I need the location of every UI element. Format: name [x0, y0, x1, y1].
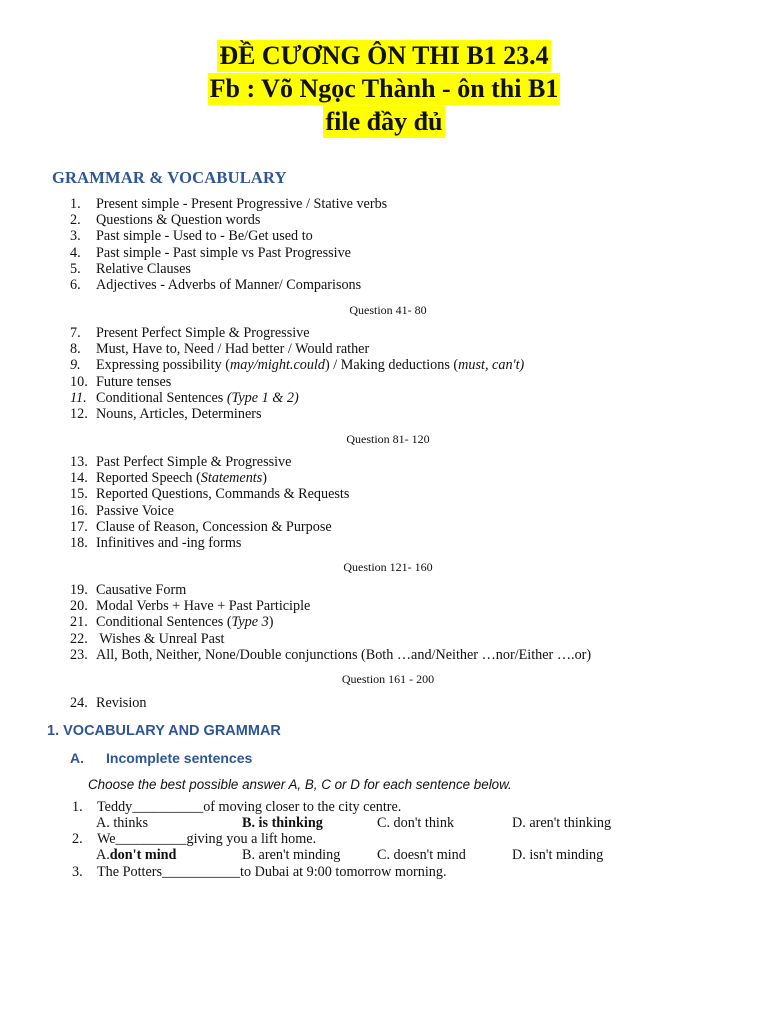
topic-group-4: [70, 582, 591, 663]
topic-item: 19. Causative Form: [70, 582, 187, 598]
topic-group-1: [70, 196, 387, 293]
topic-item: 5. Relative Clauses: [70, 260, 191, 277]
topic-item: 3. Past simple - Used to - Be/Get used to: [70, 228, 313, 245]
topic-item: 21. Conditional Sentences (Type 3): [70, 614, 274, 631]
topic-group-3: [70, 454, 349, 551]
topic-item: 10. Future tenses: [70, 373, 172, 390]
option-c: C. doesn't mind: [377, 847, 466, 863]
topic-item: 20. Modal Verbs + Have + Past Participle: [70, 598, 311, 615]
topic-item: 16. Passive Voice: [70, 502, 174, 519]
topic-item: 7. Present Perfect Simple & Progressive: [70, 325, 310, 341]
option-b: B. is thinking: [242, 815, 323, 831]
question-item: 3. The Potters___________to Dubai at 9:00 tomorrow morning.: [72, 864, 447, 880]
option-d: D. isn't minding: [512, 847, 604, 863]
topic-item: 13. Past Perfect Simple & Progressive: [70, 454, 292, 470]
grammar-vocabulary-heading: GRAMMAR & VOCABULARY: [52, 168, 287, 187]
topic-group-5: [70, 695, 146, 711]
title-line-2: Fb : Võ Ngọc Thành - ôn thi B1: [209, 74, 559, 103]
question-item: 2. We__________giving you a lift home.: [72, 831, 317, 847]
topic-item: 1. Present simple - Present Progressive / Stative verbs: [70, 196, 388, 212]
topic-item: 11. Conditional Sentences (Type 1 & 2): [70, 389, 299, 406]
instruction-text: Choose the best possible answer A, B, C or D for each sentence below.: [88, 777, 512, 792]
question-range-label: Question 81- 120: [346, 432, 430, 446]
topic-item: 14. Reported Speech (Statements): [70, 470, 267, 487]
topic-item: 22. Wishes & Unreal Past: [70, 630, 225, 647]
topic-item: 2. Questions & Question words: [70, 212, 261, 229]
topic-item: 8. Must, Have to, Need / Had better / Would rather: [70, 341, 370, 358]
subsection-title: Incomplete sentences: [106, 750, 253, 766]
topic-item: 4. Past simple - Past simple vs Past Progressive: [70, 244, 351, 261]
subsection-letter: A.: [70, 750, 84, 766]
document-title: [0, 40, 768, 139]
topic-item: 12. Nouns, Articles, Determiners: [70, 405, 262, 422]
option-c: C. don't think: [377, 815, 455, 831]
title-line-1: ĐỀ CƯƠNG ÔN THI B1 23.4: [219, 41, 549, 70]
topic-item: 15. Reported Questions, Commands & Requests: [70, 486, 350, 503]
topic-item: 9. Expressing possibility (may/might.could) / Making deductions (must, can't): [70, 357, 525, 374]
option-b: B. aren't minding: [242, 847, 341, 863]
subsection-heading: [70, 750, 252, 766]
topic-item: 23. All, Both, Neither, None/Double conjunctions (Both …and/Neither …nor/Either ….or): [70, 646, 592, 663]
topic-item: 24. Revision: [70, 695, 147, 711]
topic-item: 18. Infinitives and -ing forms: [70, 534, 242, 551]
option-a: A. thinks: [96, 815, 149, 831]
section-1-heading: 1. VOCABULARY AND GRAMMAR: [47, 723, 281, 739]
question-range-label: Question 161 - 200: [341, 672, 435, 686]
title-line-3: file đầy đủ: [325, 107, 443, 136]
question-range-label: Question 41- 80: [349, 303, 427, 317]
question-range-label: Question 121- 160: [343, 560, 433, 574]
option-a: A.don't mind: [96, 847, 177, 863]
topic-item: 6. Adjectives - Adverbs of Manner/ Comparisons: [70, 276, 362, 293]
topic-group-2: [70, 325, 524, 422]
question-item: 1. Teddy__________of moving closer to the city centre.: [72, 799, 402, 815]
topic-item: 17. Clause of Reason, Concession & Purpose: [70, 518, 332, 535]
option-d: D. aren't thinking: [512, 815, 612, 831]
